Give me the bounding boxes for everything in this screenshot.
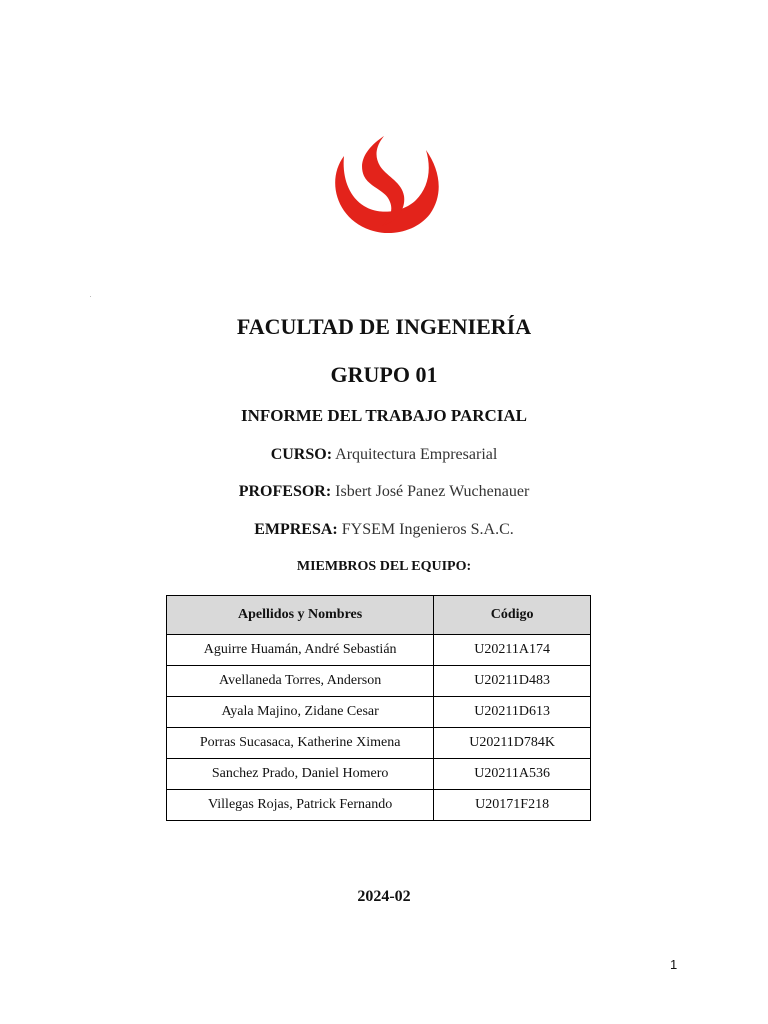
course-label: CURSO: — [270, 446, 333, 463]
table-row — [167, 728, 591, 759]
academic-period: 2024-02 — [357, 888, 411, 905]
report-title: INFORME DEL TRABAJO PARCIAL — [240, 406, 528, 425]
table-row — [167, 790, 591, 821]
group-title: GRUPO 01 — [330, 362, 438, 387]
member-code: U20211D613 — [434, 697, 591, 728]
table-row — [167, 635, 591, 666]
member-name: Porras Sucasaca, Katherine Ximena — [167, 728, 434, 759]
team-members-table — [166, 595, 591, 821]
member-code: U20211A174 — [434, 635, 591, 666]
table-row — [167, 759, 591, 790]
university-logo-icon — [330, 136, 440, 234]
member-code: U20211A536 — [434, 759, 591, 790]
member-code: U20211D784K — [434, 728, 591, 759]
faculty-title: FACULTAD DE INGENIERÍA — [236, 314, 532, 339]
company-value: FYSEM Ingenieros S.A.C. — [341, 521, 514, 538]
decorative-dot — [90, 296, 91, 297]
table-row — [167, 697, 591, 728]
professor-value: Isbert José Panez Wuchenauer — [335, 483, 530, 500]
professor-line — [0, 483, 768, 501]
member-code: U20211D483 — [434, 666, 591, 697]
course-line — [0, 446, 768, 464]
header-code: Código — [434, 596, 591, 635]
company-line — [0, 521, 768, 539]
table-row — [167, 666, 591, 697]
table-header-row — [167, 596, 591, 635]
professor-label: PROFESOR: — [238, 483, 332, 500]
member-name: Villegas Rojas, Patrick Fernando — [167, 790, 434, 821]
member-name: Aguirre Huamán, André Sebastián — [167, 635, 434, 666]
header-names: Apellidos y Nombres — [167, 596, 434, 635]
member-name: Avellaneda Torres, Anderson — [167, 666, 434, 697]
member-name: Sanchez Prado, Daniel Homero — [167, 759, 434, 790]
page-number: 1 — [670, 957, 678, 972]
course-value: Arquitectura Empresarial — [335, 446, 498, 463]
company-label: EMPRESA: — [254, 521, 338, 538]
members-heading: MIEMBROS DEL EQUIPO: — [296, 559, 472, 574]
member-code: U20171F218 — [434, 790, 591, 821]
member-name: Ayala Majino, Zidane Cesar — [167, 697, 434, 728]
